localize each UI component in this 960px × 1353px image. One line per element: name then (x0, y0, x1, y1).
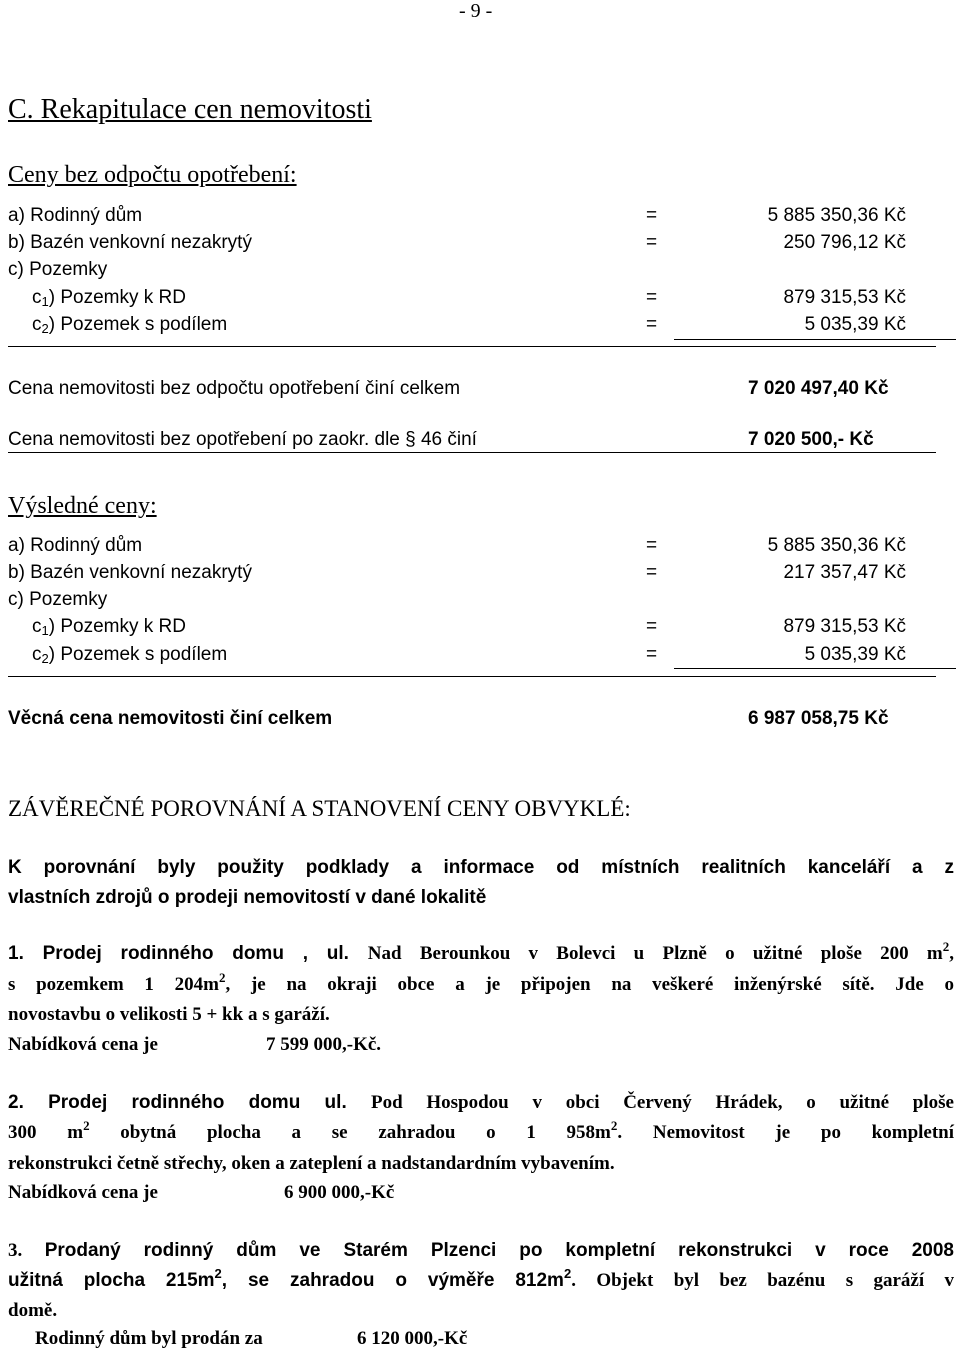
item2-area-b: obytná plocha a se zahradou o 1 958m (89, 1122, 611, 1143)
block1-rounded-label: Cena nemovitosti bez opotřebení po zaokr. dle § 46 činí (8, 429, 477, 450)
item3-area-c: . Objekt byl bez bazénu s garáží v (571, 1270, 954, 1291)
sum-underline (674, 339, 956, 340)
item3-line3: domě. (8, 1300, 58, 1321)
block1-row-c1-label (32, 287, 186, 309)
block1-row-b-value: 250 796,12 Kč (783, 232, 906, 253)
superscript: 2 (563, 1266, 572, 1281)
item1-price-label: Nabídková cena je (8, 1034, 158, 1055)
item1-line2 (8, 970, 954, 996)
c-prefix: c (32, 616, 42, 637)
item1-intro: 1. Prodej rodinného domu , ul. (8, 943, 368, 964)
label-text: ) Pozemek s podílem (48, 314, 228, 335)
block2-row-a-eq: = (646, 535, 658, 556)
item2-line3: rekonstrukci četně střechy, oken a zateplení a nadstandardním vybavením. (8, 1153, 615, 1174)
section-title: C. Rekapitulace cen nemovitosti (8, 94, 372, 125)
block1-row-a-value: 5 885 350,36 Kč (767, 205, 906, 226)
item2-area-a: 300 m (8, 1122, 84, 1143)
item2-intro: 2. Prodej rodinného domu ul. (8, 1092, 371, 1113)
comparison-intro-line2: vlastních zdrojů o prodeji nemovitostí v dané lokalitě (8, 887, 487, 908)
block1-total-value: 7 020 497,40 Kč (748, 378, 889, 399)
item2-price-value: 6 900 000,-Kč (284, 1182, 395, 1203)
item1-location: Nad Berounkou v Bolevci u Plzně o užitné ploše 200 m (367, 943, 943, 964)
block1-rounded-value: 7 020 500,- Kč (748, 429, 874, 450)
label-text: ) Pozemky k RD (48, 616, 186, 637)
block1-row-c1-value: 879 315,53 Kč (783, 287, 906, 308)
superscript: 2 (83, 1118, 90, 1133)
label-text: ) Pozemky k RD (48, 287, 186, 308)
superscript: 2 (214, 1266, 222, 1281)
block2-row-b-label: b) Bazén venkovní nezakrytý (8, 562, 252, 583)
item1-plot-b: , je na okraji obce a je připojen na veškeré inženýrské sítě (225, 974, 870, 995)
c-prefix: c (32, 644, 42, 665)
block2-row-c-label: c) Pozemky (8, 589, 108, 610)
item3-area-b: , se zahradou o výměře 812m (221, 1270, 564, 1291)
block2-row-b-eq: = (646, 562, 658, 583)
superscript: 2 (942, 939, 950, 954)
item3-price-label: Rodinný dům byl prodán za (35, 1328, 263, 1349)
rounded-underline (8, 452, 936, 453)
sum-underline (674, 668, 956, 669)
block2-row-a-value: 5 885 350,36 Kč (767, 535, 906, 556)
comparison-heading: ZÁVĚREČNÉ POROVNÁNÍ A STANOVENÍ CENY OBVYKLÉ: (8, 796, 631, 821)
item2-line2 (8, 1118, 955, 1144)
item2-location: Pod Hospodou v obci Červený Hrádek, o užitné ploše (370, 1092, 954, 1113)
block2-row-c1-label (32, 616, 186, 638)
item1-line3: novostavbu o velikosti 5 + kk a s garáží. (8, 1004, 330, 1025)
comparison-intro-line1: K porovnání byly použity podklady a informace od místních realitních kanceláří a z (8, 857, 954, 878)
block2-row-b-value: 217 357,47 Kč (783, 562, 906, 583)
subscript: 2 (41, 321, 49, 336)
item3-number: 3. (8, 1240, 45, 1261)
c-prefix: c (32, 314, 42, 335)
subscript: 1 (41, 623, 49, 638)
block1-row-c-label: c) Pozemky (8, 259, 108, 280)
item1-plot-a: s pozemkem 1 204m (8, 974, 219, 995)
item3-line1 (8, 1240, 954, 1262)
item1-line1 (8, 939, 954, 965)
block2-heading: Výsledné ceny: (8, 493, 157, 519)
block2-row-c2-label (32, 644, 227, 666)
item1-comma: , (949, 943, 954, 964)
subscript: 1 (41, 294, 49, 309)
label-text: ) Pozemek s podílem (48, 644, 228, 665)
block2-row-a-label: a) Rodinný dům (8, 535, 143, 556)
page-number: - 9 - (459, 0, 493, 22)
item2-price-label: Nabídková cena je (8, 1182, 158, 1203)
superscript: 2 (218, 970, 226, 985)
item1-price-value: 7 599 000,-Kč. (266, 1034, 382, 1055)
block1-heading: Ceny bez odpočtu opotřebení: (8, 162, 297, 188)
block2-total-value: 6 987 058,75 Kč (748, 708, 889, 729)
block2-row-c2-eq: = (646, 644, 658, 665)
block1-row-c2-value: 5 035,39 Kč (804, 314, 906, 335)
block1-row-b-eq: = (646, 232, 658, 253)
item3-line2 (8, 1266, 954, 1292)
item2-area-c: . Nemovitost je po kompletní (617, 1122, 955, 1143)
block1-total-label: Cena nemovitosti bez odpočtu opotřebení činí celkem (8, 378, 461, 399)
block1-row-a-label: a) Rodinný dům (8, 205, 143, 226)
block1-row-c2-label (32, 314, 227, 336)
block2-row-c1-eq: = (646, 616, 658, 637)
item2-line1 (8, 1092, 954, 1114)
block1-row-c1-eq: = (646, 287, 658, 308)
subscript: 2 (41, 651, 49, 666)
block1-row-a-eq: = (646, 205, 658, 226)
block2-row-c1-value: 879 315,53 Kč (783, 616, 906, 637)
block2-total-label: Věcná cena nemovitosti činí celkem (8, 708, 333, 729)
c-prefix: c (32, 287, 42, 308)
block1-row-b-label: b) Bazén venkovní nezakrytý (8, 232, 252, 253)
superscript: 2 (610, 1118, 618, 1133)
item3-price-value: 6 120 000,-Kč (357, 1328, 468, 1349)
block2-row-c2-value: 5 035,39 Kč (804, 644, 906, 665)
divider (8, 676, 936, 677)
item3-area-a: užitná plocha 215m (8, 1270, 215, 1291)
block1-row-c2-eq: = (646, 314, 658, 335)
item1-plot-c: . Jde o (869, 974, 954, 995)
divider (8, 346, 936, 347)
item3-description: Prodaný rodinný dům ve Starém Plzenci po kompletní rekonstrukci v roce 2008 (44, 1240, 955, 1261)
